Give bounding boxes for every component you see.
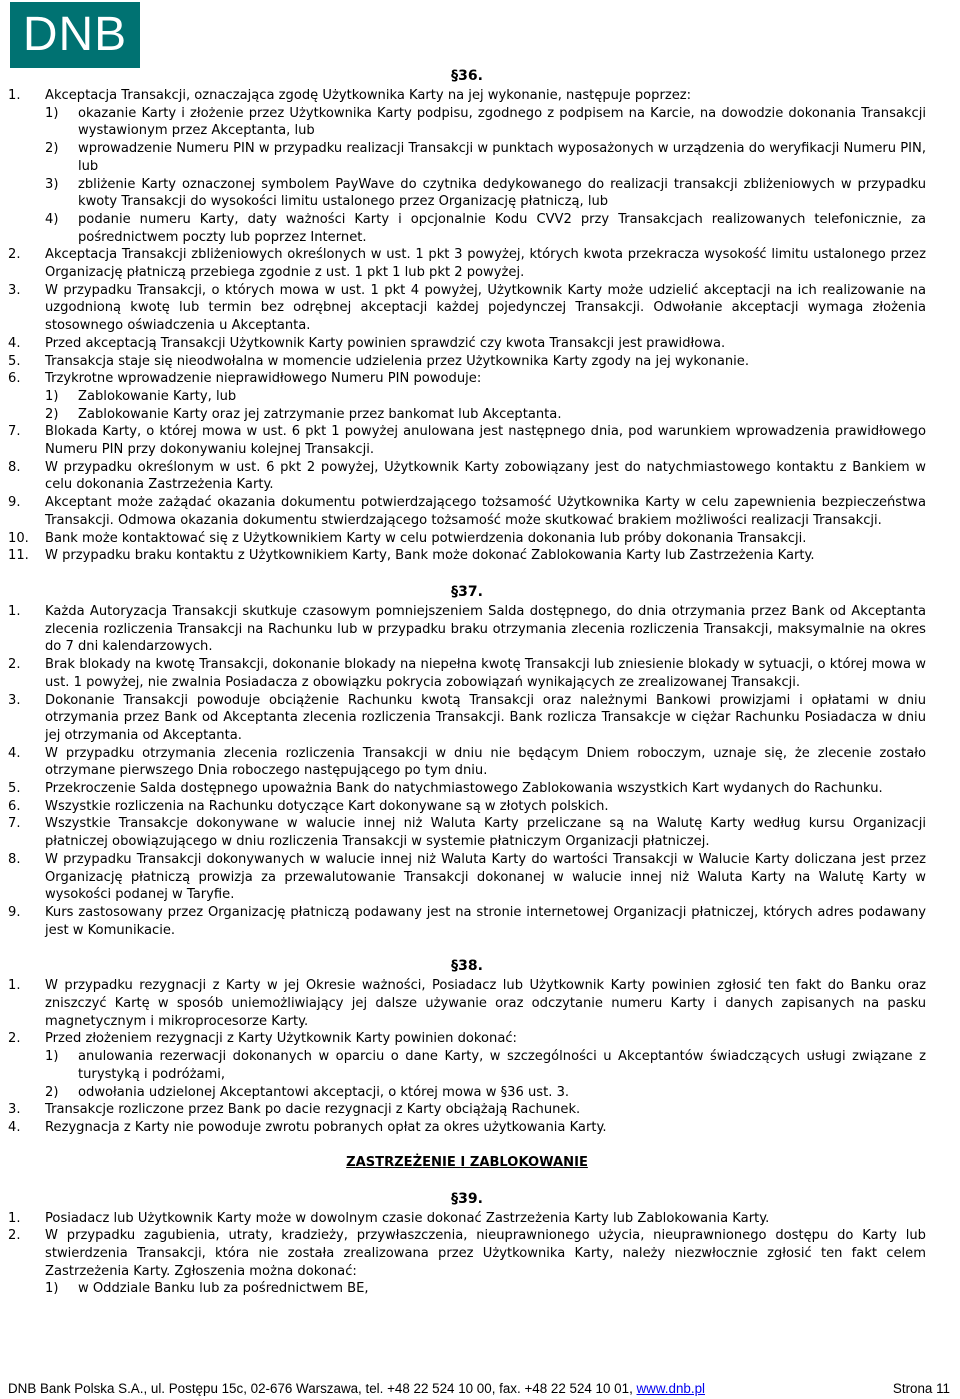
- logo-text: DNB: [22, 8, 128, 61]
- item-number: 3.: [8, 1102, 21, 1118]
- spacer: [8, 565, 926, 582]
- sub-item-text: podanie numeru Karty, daty ważności Karty i opcjonalnie Kodu CVV2 przy Transakcjach realizowanych telefonicznie, za pośrednictwem poczty lub poprzez Internet.: [78, 211, 926, 245]
- item-text: W przypadku Transakcji dokonywanych w walucie innej niż Waluta Karty do wartości Transakcji w Walucie Karty doliczana jest przez Organizację płatniczą prowizja za przewalutowanie Transakcji dokonanej w walucie innej niż Waluta Karty na Walutę Karty w wysokości podanej w Taryfie.: [45, 851, 926, 903]
- item-text: Każda Autoryzacja Transakcji skutkuje czasowym pomniejszeniem Salda dostępnego, do dnia otrzymania przez Bank od Akceptanta zlecenia rozliczenia Transakcji na Rachunku lub w przypadku braku otrzymania zlecenia rozliczenia Transakcji, maksymalnie na okres do 7 dni kalendarzowych.: [45, 603, 926, 655]
- item-number: 6.: [8, 798, 21, 814]
- item-number: 11.: [8, 548, 29, 564]
- footer: [8, 1380, 960, 1397]
- item-text: Przed akceptacją Transakcji Użytkownik Karty powinien sprawdzić czy kwota Transakcji jest prawidłowa.: [45, 335, 726, 351]
- list-item: [8, 1030, 926, 1101]
- item-text: Transakcja staje się nieodwołalna w momencie udzielenia przez Użytkownika Karty zgody na jej wykonanie.: [45, 353, 750, 369]
- section-38-list: [8, 977, 926, 1136]
- spacer: [8, 1137, 926, 1154]
- list-item: [8, 904, 926, 939]
- list-item: [8, 603, 926, 656]
- item-text: W przypadku otrzymania zlecenia rozliczenia Transakcji w dniu nie będącym Dniem roboczym, uznaje się, że zlecenie zostało otrzymane pierwszego Dnia roboczego następującego po tym dniu.: [45, 745, 926, 779]
- sub-item-text: zbliżenie Karty oznaczonej symbolem PayWave do czytnika dedykowanego do realizacji transakcji zbliżeniowych w przypadku kwoty Transakcji do wysokości limitu ustalonego przez Organizację płatniczą, lub: [78, 176, 926, 210]
- item-number: 5.: [8, 353, 21, 369]
- section-37-list: [8, 603, 926, 939]
- item-number: 2.: [8, 657, 21, 673]
- list-item: [8, 692, 926, 745]
- item-text: W przypadku rezygnacji z Karty w jej Okresie ważności, Posiadacz lub Użytkownik Karty powinien zgłosić ten fakt do Banku oraz zniszczyć Kartę w sposób uniemożliwiający jej dalsze używanie oraz odczytanie numeru Karty i danych zapisanych na pasku magnetycznym i mikroprocesorze Karty.: [45, 978, 926, 1029]
- sub-item-text: Zablokowanie Karty, lub: [78, 388, 237, 404]
- sub-item-number: 1): [45, 105, 59, 121]
- section-39-list: [8, 1210, 926, 1299]
- item-text: Bank może kontaktować się z Użytkownikiem Karty w celu potwierdzenia dokonania lub próby dokonania Transakcji.: [45, 530, 807, 546]
- item-number: 2.: [8, 1228, 21, 1244]
- list-item: [8, 780, 926, 798]
- list-item: [8, 1227, 926, 1298]
- footer-website-link[interactable]: www.dnb.pl: [636, 1381, 705, 1396]
- section-39-title: §39.: [451, 1190, 483, 1207]
- sub-list-item: [45, 406, 926, 424]
- item-text: Rezygnacja z Karty nie powoduje zwrotu pobranych opłat za okres użytkowania Karty.: [45, 1119, 607, 1135]
- list-item: [8, 745, 926, 780]
- section-37-title: §37.: [451, 583, 483, 600]
- item-number: 9.: [8, 495, 21, 511]
- section-36-title: §36.: [451, 68, 483, 84]
- sub-item-text: anulowania rezerwacji dokonanych w oparciu o dane Karty, w szczególności u Akceptantów świadczących usługi związane z turystyką i podróżami,: [78, 1049, 926, 1082]
- sub-item-number: 2): [45, 1084, 59, 1100]
- page-number: Strona 11: [892, 1381, 950, 1396]
- item-text: Akceptacja Transakcji zbliżeniowych określonych w ust. 1 pkt 3 powyżej, których kwota przekracza wysokość limitu ustalonego przez Organizację płatniczą przebiega zgodnie z ust. 1 pkt 1 lub pkt 2 powyżej.: [45, 247, 926, 281]
- sub-item-number: 1): [45, 388, 59, 404]
- item-number: 1.: [8, 978, 21, 994]
- item-number: 2.: [8, 1031, 21, 1047]
- sub-list-item: [45, 1280, 926, 1298]
- sub-item-text: okazanie Karty i złożenie przez Użytkownika Karty podpisu, zgodnego z podpisem na Karcie, na dowodzie dokonania Transakcji wystawionym przez Akceptanta, lub: [78, 105, 926, 139]
- item-number: 7.: [8, 816, 21, 832]
- item-number: 8.: [8, 459, 21, 475]
- sub-item-number: 1): [45, 1049, 59, 1065]
- sub-item-text: Zablokowanie Karty oraz jej zatrzymanie przez bankomat lub Akceptanta.: [78, 406, 562, 422]
- item-text: Posiadacz lub Użytkownik Karty może w dowolnym czasie dokonać Zastrzeżenia Karty lub Zablokowania Karty.: [45, 1210, 770, 1226]
- sub-item-text: wprowadzenie Numeru PIN w przypadku realizacji Transakcji w punktach wyposażonych w urządzenia do weryfikacji Numeru PIN, lub: [78, 141, 926, 174]
- sub-list-item: [45, 1048, 926, 1083]
- item-text: Przekroczenie Salda dostępnego upoważnia Bank do natychmiastowego Zablokowania wszystkich Kart wydanych do Rachunku.: [45, 781, 883, 797]
- list-item: [8, 1119, 926, 1137]
- sub-list: [45, 388, 926, 423]
- spacer: [8, 939, 926, 956]
- sub-item-number: 4): [45, 211, 59, 227]
- footer-address: DNB Bank Polska S.A., ul. Postępu 15c, 02-676 Warszawa, tel. +48 22 524 10 00, fax. +48 22 524 10 01,: [8, 1381, 637, 1396]
- item-number: 4.: [8, 335, 21, 351]
- sub-list-item: [45, 1084, 926, 1102]
- item-number: 4.: [8, 1119, 21, 1135]
- list-item: [8, 977, 926, 1030]
- item-text: W przypadku braku kontaktu z Użytkownikiem Karty, Bank może dokonać Zablokowania Karty lub Zastrzeżenia Karty.: [45, 548, 815, 564]
- dnb-logo: [10, 2, 140, 68]
- list-item: [8, 1210, 926, 1228]
- list-item: [8, 656, 926, 691]
- sub-list-item: [45, 105, 926, 140]
- item-text: W przypadku zagubienia, utraty, kradzieży, przywłaszczenia, nieuprawnionego użycia, nieuprawnionego dostępu do Karty lub stwierdzenia Transakcji, która nie została zrealizowana przez Użytkownika Karty, należy niezwłocznie zgłosić ten fakt celem Zastrzeżenia Karty. Zgłoszenia można dokonać:: [45, 1228, 926, 1279]
- list-item: [8, 530, 926, 548]
- item-text: Kurs zastosowany przez Organizację płatniczą podawany jest na stronie internetowej Organizacji płatniczej, których adres podawany jest w Komunikacie.: [45, 904, 926, 938]
- item-text: Brak blokady na kwotę Transakcji, dokonanie blokady na niepełna kwotę Transakcji lub zniesienie blokady w sytuacji, o której mowa w ust. 1 powyżej, nie zwalnia Posiadacza z obowiązku pokrycia zobowiązań wynikających ze zrealizowanej Transakcji.: [45, 657, 926, 690]
- sub-list-item: [45, 211, 926, 246]
- item-text: Akceptacja Transakcji, oznaczająca zgodę Użytkownika Karty na jej wykonanie, następuje poprzez:: [45, 88, 692, 103]
- sub-list: [45, 1280, 926, 1298]
- sub-list-item: [45, 388, 926, 406]
- item-text: Transakcje rozliczone przez Bank po dacie rezygnacji z Karty obciążają Rachunek.: [45, 1102, 581, 1118]
- item-text: W przypadku określonym w ust. 6 pkt 2 powyżej, Użytkownik Karty zobowiązany jest do natychmiastowego kontaktu z Bankiem w celu dokonania Zastrzeżenia Karty.: [45, 459, 926, 493]
- item-number: 10.: [8, 530, 29, 546]
- item-number: 1.: [8, 1210, 21, 1226]
- sub-item-text: odwołania udzielonej Akceptantowi akceptacji, o której mowa w §36 ust. 3.: [78, 1084, 570, 1100]
- item-text: Blokada Karty, o której mowa w ust. 6 pkt 1 powyżej anulowana jest następnego dnia, pod warunkiem wprowadzenia prawidłowego Numeru PIN przy dokonywaniu kolejnej Transakcji.: [45, 424, 926, 458]
- document-content: [8, 66, 926, 1298]
- list-item: [8, 353, 926, 371]
- sub-item-number: 2): [45, 406, 59, 422]
- item-text: Akceptant może zażądać okazania dokumentu potwierdzającego tożsamość Użytkownika Karty w celu zapewnienia bezpieczeństwa Transakcji. Odmowa okazania dokumentu stwierdzającego tożsamość może skutkować brakiem możliwości realizacji Transakcji.: [45, 495, 926, 528]
- list-item: [8, 335, 926, 353]
- item-text: Trzykrotne wprowadzenie nieprawidłowego Numeru PIN powoduje:: [45, 371, 482, 387]
- sub-item-text: w Oddziale Banku lub za pośrednictwem BE,: [78, 1281, 369, 1297]
- sub-list-item: [45, 176, 926, 211]
- sub-list: [45, 105, 926, 247]
- item-number: 8.: [8, 851, 21, 867]
- item-number: 1.: [8, 603, 21, 619]
- item-number: 5.: [8, 781, 21, 797]
- list-item: [8, 87, 926, 246]
- sub-item-number: 2): [45, 141, 59, 157]
- item-text: Przed złożeniem rezygnacji z Karty Użytkownik Karty powinien dokonać:: [45, 1031, 517, 1047]
- sub-item-number: 1): [45, 1281, 59, 1297]
- item-number: 6.: [8, 371, 21, 387]
- sub-item-number: 3): [45, 176, 59, 192]
- list-item: [8, 1101, 926, 1119]
- item-text: Wszystkie Transakcje dokonywane w walucie innej niż Waluta Karty przeliczane są na Walutę Karty według kursu Organizacji płatniczej obowiązującego w dniu rozliczenia Transakcji w systemie płatniczym Organizacji płatniczej.: [45, 816, 926, 850]
- list-item: [8, 851, 926, 904]
- item-text: W przypadku Transakcji, o których mowa w ust. 1 pkt 4 powyżej, Użytkownik Karty może udzielić akceptacji na ich realizowanie na uzgodnioną kwotę lub termin bez odrębnej akceptacji każdej pojedynczej Transakcji. Odwołanie akceptacji wymaga złożenia stosownego oświadczenia u Akceptanta.: [45, 282, 926, 334]
- list-item: [8, 459, 926, 494]
- section-38-title: §38.: [451, 958, 483, 975]
- sub-list: [45, 1048, 926, 1101]
- list-item: [8, 494, 926, 529]
- item-text: Wszystkie rozliczenia na Rachunku dotyczące Kart dokonywane są w złotych polskich.: [45, 798, 609, 814]
- item-number: 7.: [8, 424, 21, 440]
- list-item: [8, 547, 926, 565]
- item-number: 4.: [8, 745, 21, 761]
- item-text: Dokonanie Transakcji powoduje obciążenie Rachunku kwotą Transakcji oraz należnymi Bankowi prowizjami i opłatami w dniu otrzymania przez Bank od Akceptanta zlecenia rozliczenia Transakcji. Bank rozlicza Transakcje w ciężar Rachunku Posiadacza w dniu jej otrzymania od Akceptanta.: [45, 692, 926, 743]
- list-item: [8, 815, 926, 850]
- list-item: [8, 282, 926, 335]
- list-item: [8, 246, 926, 281]
- list-item: [8, 798, 926, 816]
- list-item: [8, 423, 926, 458]
- chapter-heading: ZASTRZEŻENIE I ZABLOKOWANIE: [346, 1154, 588, 1170]
- item-number: 3.: [8, 692, 21, 708]
- list-item: [8, 370, 926, 423]
- item-number: 3.: [8, 282, 21, 298]
- item-number: 2.: [8, 247, 21, 263]
- item-number: 1.: [8, 88, 21, 103]
- section-36-list: [8, 87, 926, 565]
- sub-list-item: [45, 140, 926, 175]
- item-number: 9.: [8, 904, 21, 920]
- spacer: [8, 1172, 926, 1189]
